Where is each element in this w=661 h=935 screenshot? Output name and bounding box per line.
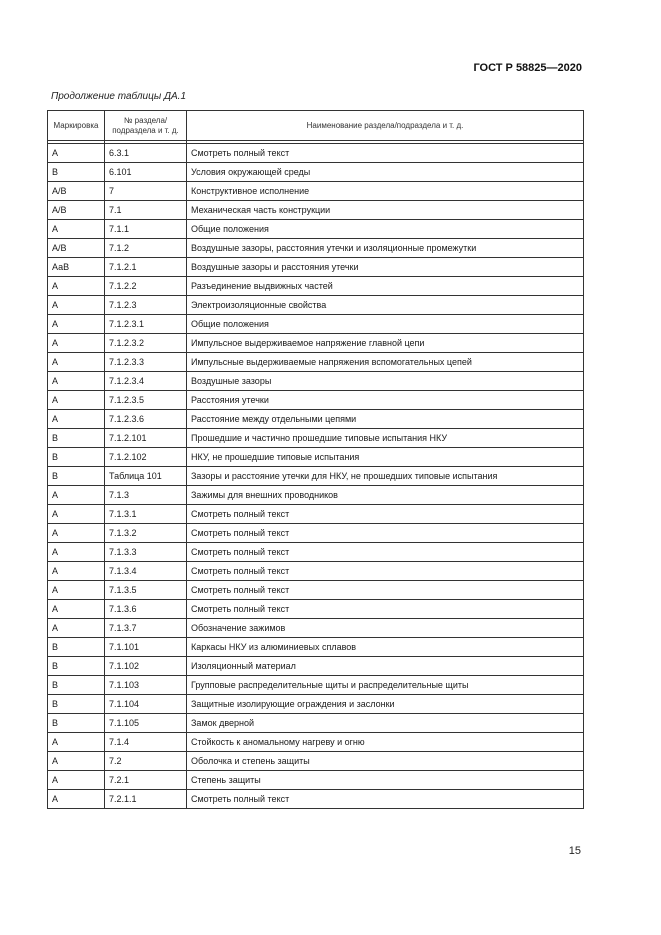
cell-section-name: Смотреть полный текст — [187, 562, 584, 581]
table-row — [48, 258, 584, 277]
cell-section-name: Смотреть полный текст — [187, 600, 584, 619]
cell-marking: В — [48, 676, 105, 695]
cell-section-name: Условия окружающей среды — [187, 163, 584, 182]
cell-marking: В — [48, 163, 105, 182]
table-row — [48, 467, 584, 486]
cell-section-name: Расстояния утечки — [187, 391, 584, 410]
cell-marking: А — [48, 543, 105, 562]
cell-section-number: 7.1.2.3.1 — [105, 315, 187, 334]
cell-marking: А — [48, 733, 105, 752]
cell-section-name: Каркасы НКУ из алюминиевых сплавов — [187, 638, 584, 657]
cell-section-name: Расстояние между отдельными цепями — [187, 410, 584, 429]
cell-section-number: 7.1.103 — [105, 676, 187, 695]
table-row — [48, 334, 584, 353]
cell-section-number: 7.1.3.5 — [105, 581, 187, 600]
cell-section-name: Механическая часть конструкции — [187, 201, 584, 220]
table-row — [48, 771, 584, 790]
cell-section-number: 7.1.3.2 — [105, 524, 187, 543]
cell-section-name: Защитные изолирующие ограждения и заслонки — [187, 695, 584, 714]
page-number: 15 — [568, 845, 581, 857]
table-caption: Продолжение таблицы ДА.1 — [51, 91, 187, 102]
cell-section-number: 7.1.2.101 — [105, 429, 187, 448]
cell-section-number: 7.1.104 — [105, 695, 187, 714]
cell-marking: А — [48, 410, 105, 429]
cell-section-name: Смотреть полный текст — [187, 505, 584, 524]
table-row — [48, 486, 584, 505]
cell-marking: А/В — [48, 182, 105, 201]
cell-section-number: 7.1.2.3.3 — [105, 353, 187, 372]
cell-section-name: Воздушные зазоры — [187, 372, 584, 391]
cell-marking: А — [48, 600, 105, 619]
cell-section-number: 7.1.3 — [105, 486, 187, 505]
table-row — [48, 752, 584, 771]
cell-marking: А/В — [48, 201, 105, 220]
cell-marking: А — [48, 372, 105, 391]
table-row — [48, 524, 584, 543]
cell-section-name: Смотреть полный текст — [187, 790, 584, 809]
cell-section-number: 7.2.1.1 — [105, 790, 187, 809]
table-row — [48, 220, 584, 239]
cell-section-number: 7.1.1 — [105, 220, 187, 239]
cell-section-name: НКУ, не прошедшие типовые испытания — [187, 448, 584, 467]
table-row — [48, 429, 584, 448]
cell-section-number: 7.1.105 — [105, 714, 187, 733]
table-row — [48, 505, 584, 524]
standard-code: ГОСТ Р 58825—2020 — [473, 62, 582, 74]
table-row — [48, 619, 584, 638]
cell-section-number: 7 — [105, 182, 187, 201]
cell-marking: А — [48, 581, 105, 600]
cell-section-name: Импульсные выдерживаемые напряжения вспомогательных цепей — [187, 353, 584, 372]
table-row — [48, 543, 584, 562]
cell-section-number: 7.1.2.3.6 — [105, 410, 187, 429]
table-row — [48, 600, 584, 619]
cell-section-name: Конструктивное исполнение — [187, 182, 584, 201]
cell-marking: А — [48, 752, 105, 771]
table-row — [48, 695, 584, 714]
table-row — [48, 581, 584, 600]
cell-marking: А — [48, 296, 105, 315]
table-row — [48, 296, 584, 315]
table-row — [48, 182, 584, 201]
cell-marking: А — [48, 771, 105, 790]
cell-section-number: 7.1.101 — [105, 638, 187, 657]
column-header-section-number: № раздела/ подраздела и т. д. — [105, 111, 187, 141]
cell-marking: В — [48, 448, 105, 467]
cell-section-number: 7.1.102 — [105, 657, 187, 676]
cell-marking: А — [48, 486, 105, 505]
cell-section-number: 7.1.3.3 — [105, 543, 187, 562]
cell-section-name: Электроизоляционные свойства — [187, 296, 584, 315]
cell-marking: А — [48, 505, 105, 524]
cell-marking: АаВ — [48, 258, 105, 277]
cell-section-number: Таблица 101 — [105, 467, 187, 486]
table-row — [48, 353, 584, 372]
cell-marking: В — [48, 657, 105, 676]
cell-marking: А — [48, 144, 105, 163]
cell-section-number: 7.1.3.1 — [105, 505, 187, 524]
table-row — [48, 163, 584, 182]
table-row — [48, 201, 584, 220]
table-row — [48, 315, 584, 334]
cell-section-name: Групповые распределительные щиты и распределительные щиты — [187, 676, 584, 695]
cell-marking: А — [48, 334, 105, 353]
table-row — [48, 372, 584, 391]
cell-marking: А — [48, 562, 105, 581]
cell-marking: А — [48, 619, 105, 638]
cell-section-name: Прошедшие и частично прошедшие типовые испытания НКУ — [187, 429, 584, 448]
cell-marking: А — [48, 790, 105, 809]
cell-section-number: 7.1.2.3 — [105, 296, 187, 315]
cell-section-name: Воздушные зазоры и расстояния утечки — [187, 258, 584, 277]
table-row — [48, 277, 584, 296]
cell-section-name: Смотреть полный текст — [187, 543, 584, 562]
cell-section-name: Степень защиты — [187, 771, 584, 790]
cell-section-number: 7.1.2.2 — [105, 277, 187, 296]
table-body — [48, 141, 584, 809]
cell-section-name: Замок дверной — [187, 714, 584, 733]
cell-section-name: Общие положения — [187, 220, 584, 239]
cell-marking: В — [48, 695, 105, 714]
table-header-row — [48, 111, 584, 141]
table-row — [48, 790, 584, 809]
cell-section-number: 7.1.3.4 — [105, 562, 187, 581]
cell-section-number: 6.3.1 — [105, 144, 187, 163]
cell-section-name: Зазоры и расстояние утечки для НКУ, не прошедших типовые испытания — [187, 467, 584, 486]
column-header-section-name: Наименование раздела/подраздела и т. д. — [187, 111, 584, 141]
table-row — [48, 448, 584, 467]
cell-marking: В — [48, 638, 105, 657]
table-row — [48, 391, 584, 410]
cell-section-name: Изоляционный материал — [187, 657, 584, 676]
cell-section-number: 7.1.2 — [105, 239, 187, 258]
cell-section-name: Обозначение зажимов — [187, 619, 584, 638]
cell-section-number: 7.1.2.102 — [105, 448, 187, 467]
cell-section-number: 7.2 — [105, 752, 187, 771]
cell-section-number: 7.1.3.6 — [105, 600, 187, 619]
cell-section-number: 7.1.2.3.2 — [105, 334, 187, 353]
cell-marking: А — [48, 315, 105, 334]
cell-section-number: 7.1.3.7 — [105, 619, 187, 638]
cell-marking: А/В — [48, 239, 105, 258]
cell-marking: В — [48, 467, 105, 486]
sections-table — [47, 110, 584, 809]
cell-section-number: 7.1.2.3.5 — [105, 391, 187, 410]
cell-section-number: 7.1.4 — [105, 733, 187, 752]
cell-section-name: Зажимы для внешних проводников — [187, 486, 584, 505]
cell-section-name: Общие положения — [187, 315, 584, 334]
table-row — [48, 714, 584, 733]
cell-section-number: 7.1.2.1 — [105, 258, 187, 277]
table-row — [48, 657, 584, 676]
cell-marking: А — [48, 391, 105, 410]
table-row — [48, 239, 584, 258]
cell-section-name: Оболочка и степень защиты — [187, 752, 584, 771]
cell-section-name: Импульсное выдерживаемое напряжение главной цепи — [187, 334, 584, 353]
table-row — [48, 638, 584, 657]
cell-section-number: 6.101 — [105, 163, 187, 182]
cell-section-name: Стойкость к аномальному нагреву и огню — [187, 733, 584, 752]
column-header-marking: Маркировка — [48, 111, 105, 141]
table-row — [48, 144, 584, 163]
cell-section-name: Разъединение выдвижных частей — [187, 277, 584, 296]
cell-section-number: 7.1 — [105, 201, 187, 220]
table-row — [48, 410, 584, 429]
cell-marking: А — [48, 524, 105, 543]
cell-section-name: Смотреть полный текст — [187, 144, 584, 163]
cell-marking: А — [48, 220, 105, 239]
table-row — [48, 733, 584, 752]
cell-marking: В — [48, 429, 105, 448]
table-row — [48, 562, 584, 581]
cell-marking: А — [48, 277, 105, 296]
cell-section-name: Воздушные зазоры, расстояния утечки и изоляционные промежутки — [187, 239, 584, 258]
cell-section-name: Смотреть полный текст — [187, 524, 584, 543]
cell-marking: А — [48, 353, 105, 372]
cell-section-name: Смотреть полный текст — [187, 581, 584, 600]
cell-section-number: 7.1.2.3.4 — [105, 372, 187, 391]
cell-marking: В — [48, 714, 105, 733]
cell-section-number: 7.2.1 — [105, 771, 187, 790]
table-row — [48, 676, 584, 695]
